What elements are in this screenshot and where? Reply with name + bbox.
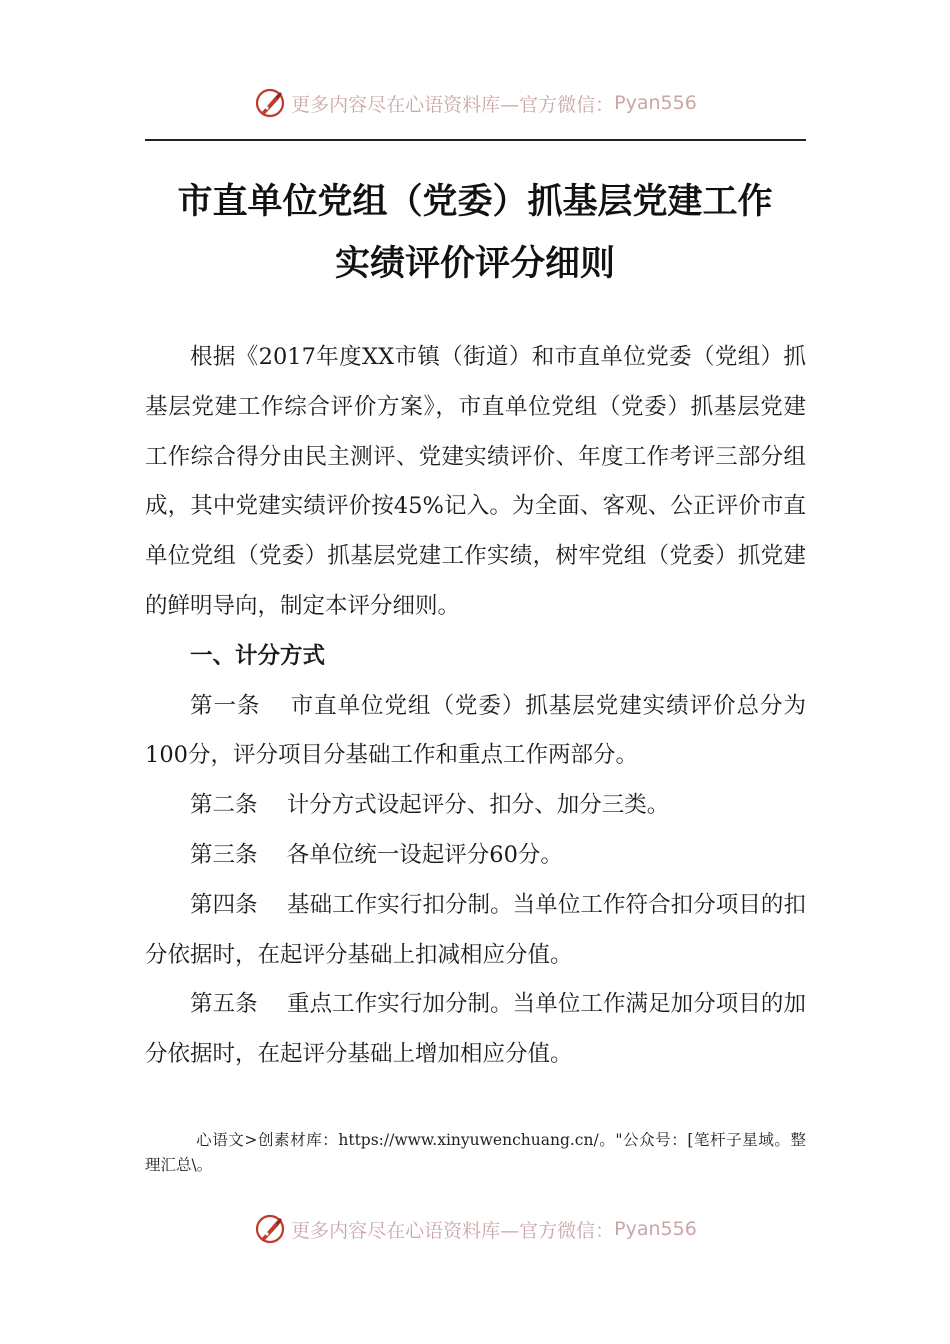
footnote [145, 1128, 806, 1178]
document-title-line2: 实绩评价评分细则 [334, 243, 615, 284]
article-paragraph [145, 831, 806, 881]
article-label: 第二条 [190, 792, 258, 819]
header-divider [145, 139, 806, 141]
header-banner [0, 83, 950, 123]
pen-nib-logo-icon [253, 1212, 287, 1246]
footer-banner [0, 1209, 950, 1249]
banner-text: 更多内容尽在心语资料库—官方微信： [291, 1219, 615, 1242]
article-text: 基础工作实行扣分制。当单位工作符合扣分项目的扣分依据时，在起评分基础上扣减相应分值。 [145, 891, 806, 968]
article-label: 第四条 [190, 891, 258, 918]
article-label: 第一条 [190, 692, 261, 719]
article-paragraph [145, 881, 806, 981]
banner-wechat-id: Pyan556 [614, 92, 697, 114]
banner-wechat-id: Pyan556 [614, 1218, 697, 1240]
article-paragraph [145, 980, 806, 1080]
article-label: 第三条 [190, 841, 258, 868]
banner-text: 更多内容尽在心语资料库—官方微信： [291, 93, 615, 116]
intro-paragraph: 根据《2017年度XX市镇（街道）和市直单位党委（党组）抓基层党建工作综合评价方案》，市直单位党组（党委）抓基层党建工作综合得分由民主测评、党建实绩评价、年度工作考评三部分组成，其中党建实绩评价按45%记入。为全面、客观、公正评价市直单位党组（党委）抓基层党建工作实绩，树牢党组（党委）抓党建的鲜明导向，制定本评分细则。 [145, 344, 806, 619]
article-label: 第五条 [190, 991, 258, 1018]
article-text: 市直单位党组（党委）抓基层党建实绩评价总分为100分，评分项目分基础工作和重点工作两部分。 [145, 692, 806, 769]
article-paragraph [145, 682, 806, 782]
pen-nib-logo-icon [253, 86, 287, 120]
article-paragraph [145, 781, 806, 831]
article-text: 重点工作实行加分制。当单位工作满足加分项目的加分依据时，在起评分基础上增加相应分值。 [145, 991, 806, 1068]
document-body [145, 333, 806, 1080]
article-text: 各单位统一设起评分60分。 [286, 841, 563, 868]
section-heading: 一、计分方式 [190, 642, 326, 669]
footnote-text: 心语文>创素材库：https://www.xinyuwenchuang.cn/。"公众号：[笔杆子星域。整理汇总\。 [145, 1131, 806, 1174]
document-title-line1: 市直单位党组（党委）抓基层党建工作 [177, 181, 773, 222]
article-text: 计分方式设起评分、扣分、加分三类。 [286, 792, 670, 819]
